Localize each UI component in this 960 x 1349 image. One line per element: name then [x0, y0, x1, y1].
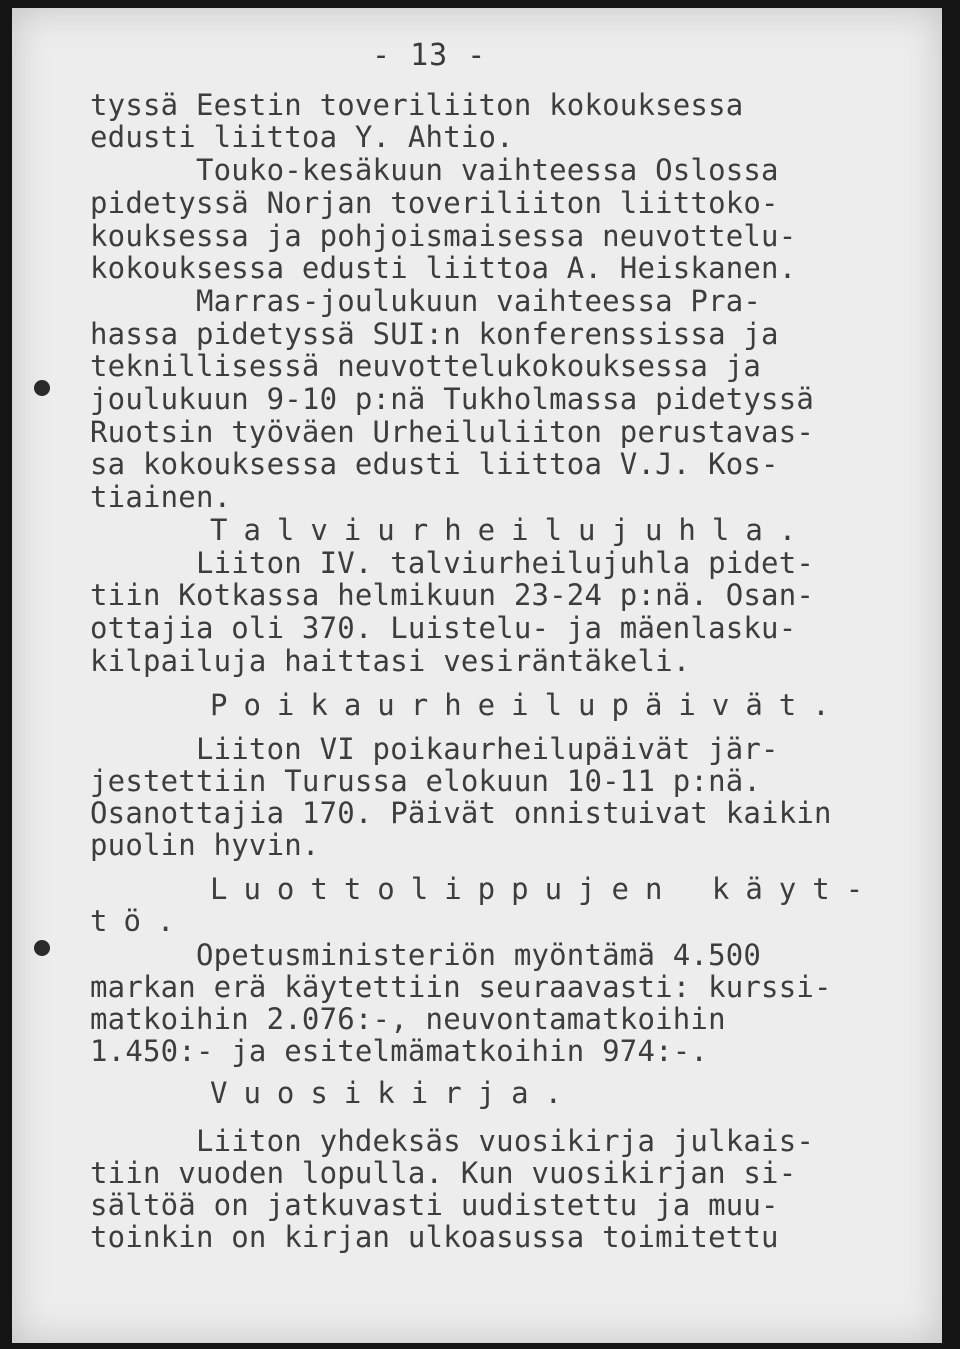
document-page [12, 8, 942, 1343]
text-line: puolin hyvin. [90, 828, 320, 862]
text-line: matkoihin 2.076:-, neuvontamatkoihin [90, 1002, 726, 1036]
text-line: joulukuun 9-10 p:nä Tukholmassa pidetyssä [90, 382, 815, 416]
text-line: tiin vuoden lopulla. Kun vuosikirjan si- [90, 1156, 797, 1190]
text-line: ottajia oli 370. Luistelu- ja mäenlasku- [90, 611, 797, 645]
text-line: sältöä on jatkuvasti uudistettu ja muu- [90, 1188, 779, 1222]
punch-hole [34, 380, 50, 396]
section-heading-poikaurheilupaivat: Poikaurheilupäivät. [210, 688, 846, 722]
text-line: Touko-kesäkuun vaihteessa Oslossa [90, 153, 779, 187]
text-line: tyssä Eestin toveriliiton kokouksessa [90, 88, 744, 122]
text-line: Liiton VI poikaurheilupäivät jär- [90, 732, 779, 766]
text-line: tiin Kotkassa helmikuun 23-24 p:nä. Osan- [90, 578, 815, 612]
section-heading-talviurheilujuhla: Talviurheilujuhla. [210, 513, 813, 547]
text-line: edusti liittoa Y. Ahtio. [90, 120, 514, 154]
text-line: teknillisessä neuvottelukokouksessa ja [90, 349, 762, 383]
text-line: 1.450:- ja esitelmämatkoihin 974:-. [90, 1034, 709, 1068]
text-line: kilpailuja haittasi vesiräntäkeli. [90, 644, 691, 678]
text-line: Marras-joulukuun vaihteessa Pra- [90, 284, 762, 318]
text-line: markan erä käytettiin seuraavasti: kurssi- [90, 970, 832, 1004]
text-line: kokouksessa edusti liittoa A. Heiskanen. [90, 251, 797, 285]
section-heading-continuation: tö. [90, 904, 191, 938]
text-line: pidetyssä Norjan toveriliiton liittoko- [90, 186, 779, 220]
text-line: hassa pidetyssä SUI:n konferenssissa ja [90, 317, 779, 351]
text-line: Liiton yhdeksäs vuosikirja julkais- [90, 1124, 815, 1158]
text-line: kouksessa ja pohjoismaisessa neuvottelu- [90, 219, 797, 253]
text-line: Opetusministeriön myöntämä 4.500 [90, 938, 762, 972]
text-line: Liiton IV. talviurheilujuhla pidet- [90, 546, 815, 580]
text-line: jestettiin Turussa elokuun 10-11 p:nä. [90, 764, 762, 798]
text-line: sa kokouksessa edusti liittoa V.J. Kos- [90, 447, 779, 481]
section-heading-vuosikirja: Vuosikirja. [210, 1076, 579, 1110]
text-line: toinkin on kirjan ulkoasussa toimitettu [90, 1220, 779, 1254]
section-heading-luottoliput: Luottolippujen käyt- [210, 872, 880, 906]
text-line: tiainen. [90, 480, 232, 514]
text-line: Ruotsin työväen Urheiluliiton perustavas- [90, 415, 815, 449]
text-line: Osanottajia 170. Päivät onnistuivat kaikin [90, 796, 832, 830]
page-number: - 13 - [372, 38, 487, 73]
punch-hole [34, 940, 50, 956]
